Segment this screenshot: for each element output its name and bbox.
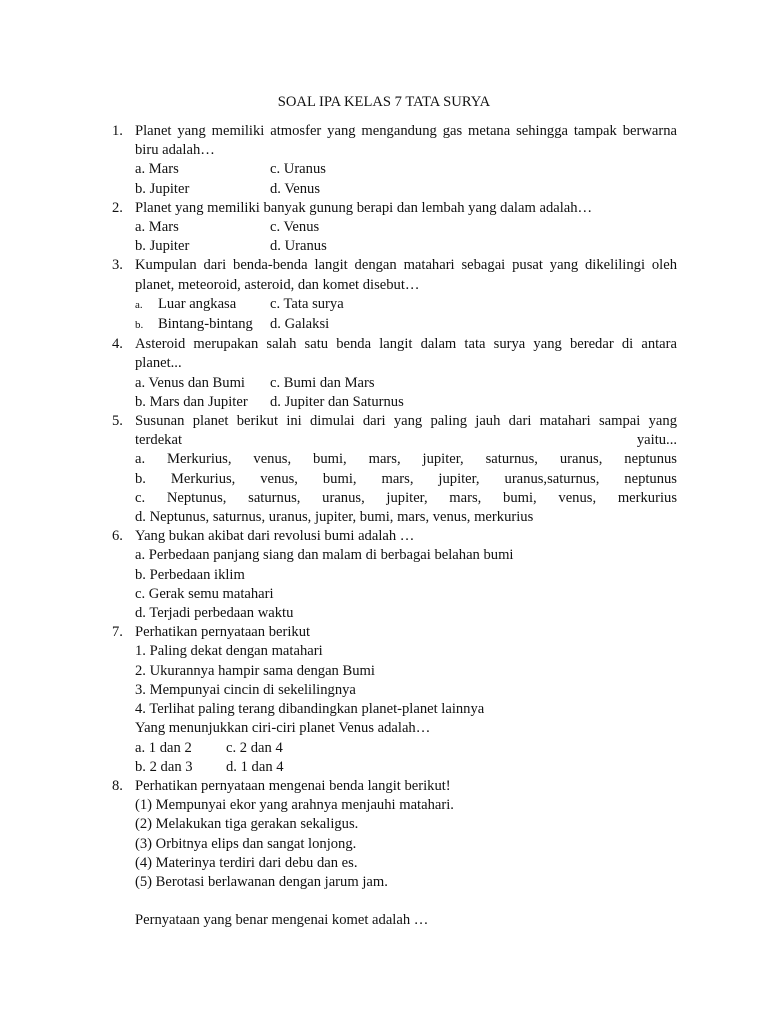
option-c: c. Venus: [270, 219, 320, 236]
question-number: 3.: [112, 257, 123, 274]
statement-2: (2) Melakukan tiga gerakan sekaligus.: [135, 816, 359, 833]
option-d: d. Terjadi perbedaan waktu: [135, 605, 294, 622]
question-number: 6.: [112, 528, 123, 545]
option-c: c. Gerak semu matahari: [135, 585, 274, 602]
option-a: a. Venus dan Bumi: [135, 374, 245, 391]
statement-3: 3. Mempunyai cincin di sekelilingnya: [135, 681, 356, 698]
statement-2: 2. Ukurannya hampir sama dengan Bumi: [135, 662, 375, 679]
option-c: c. Tata surya: [270, 295, 344, 312]
option-b: b. 2 dan 3: [135, 758, 193, 775]
option-b: b. Jupiter: [135, 180, 190, 197]
question-text-cont: biru adalah…: [135, 142, 215, 159]
statement-1: (1) Mempunyai ekor yang arahnya menjauhi matahari.: [135, 797, 454, 814]
option-c: c. Uranus: [270, 161, 326, 178]
option-d: d. Jupiter dan Saturnus: [270, 393, 404, 410]
option-d: d. Uranus: [270, 238, 327, 255]
option-a: a. Merkurius, venus, bumi, mars, jupiter, saturnus, uranus, neptunus: [135, 451, 677, 468]
question-text: Susunan planet berikut ini dimulai dari yang paling jauh dari matahari sampai yang: [135, 413, 677, 430]
question-number: 8.: [112, 777, 123, 794]
statement-5: (5) Berotasi berlawanan dengan jarum jam.: [135, 873, 388, 890]
question-2: [112, 199, 677, 257]
option-b: b. Merkurius, venus, bumi, mars, jupiter, uranus,saturnus, neptunus: [135, 470, 677, 487]
option-b-marker: b.: [135, 319, 144, 332]
question-text-cont: planet...: [135, 355, 182, 372]
statement-4: 4. Terlihat paling terang dibandingkan planet-planet lainnya: [135, 701, 485, 718]
option-a: Luar angkasa: [158, 295, 237, 312]
question-5: [112, 412, 677, 527]
statement-4: (4) Materinya terdiri dari debu dan es.: [135, 854, 358, 871]
statement-1: 1. Paling dekat dengan matahari: [135, 643, 323, 660]
question-6: [112, 527, 677, 623]
question-text-cont: terdekat yaitu...: [135, 432, 677, 449]
question-text: Perhatikan pernyataan mengenai benda langit berikut!: [135, 777, 451, 794]
question-text: Yang bukan akibat dari revolusi bumi adalah …: [135, 528, 415, 545]
question-text: Kumpulan dari benda-benda langit dengan matahari sebagai pusat yang dikelilingi oleh: [135, 257, 677, 274]
option-d: d. Venus: [270, 180, 321, 197]
option-b: b. Jupiter: [135, 238, 190, 255]
option-c: c. 2 dan 4: [226, 739, 283, 756]
question-prompt: Pernyataan yang benar mengenai komet adalah …: [135, 912, 429, 929]
option-d: d. 1 dan 4: [226, 758, 284, 775]
option-b: Bintang-bintang: [158, 316, 253, 333]
question-text-cont: planet, meteoroid, asteroid, dan komet disebut…: [135, 276, 420, 293]
question-number: 7.: [112, 624, 123, 641]
question-list: [112, 122, 677, 931]
question-number: 1.: [112, 123, 123, 139]
question-4: [112, 335, 677, 412]
question-text: Planet yang memiliki atmosfer yang mengandung gas metana sehingga tampak berwarna: [135, 123, 677, 139]
question-1: [112, 122, 677, 199]
question-8: [112, 777, 677, 931]
question-number: 2.: [112, 199, 123, 216]
question-prompt: Yang menunjukkan ciri-ciri planet Venus adalah…: [135, 720, 431, 737]
question-text: Asteroid merupakan salah satu benda langit dalam tata surya yang beredar di antara: [135, 336, 677, 353]
option-b: b. Perbedaan iklim: [135, 566, 245, 583]
document-title: SOAL IPA KELAS 7 TATA SURYA: [277, 94, 491, 110]
question-number: 4.: [112, 336, 123, 353]
statement-3: (3) Orbitnya elips dan sangat lonjong.: [135, 835, 357, 852]
option-d: d. Neptunus, saturnus, uranus, jupiter, bumi, mars, venus, merkurius: [135, 509, 534, 526]
option-a: a. Mars: [135, 219, 179, 236]
question-text: Planet yang memiliki banyak gunung berapi dan lembah yang dalam adalah…: [135, 199, 593, 216]
question-7: [112, 623, 677, 777]
option-a-marker: a.: [135, 298, 143, 311]
question-number: 5.: [112, 413, 123, 430]
option-a: a. 1 dan 2: [135, 739, 192, 756]
question-text: Perhatikan pernyataan berikut: [135, 624, 311, 641]
option-a: a. Perbedaan panjang siang dan malam di berbagai belahan bumi: [135, 547, 514, 564]
option-d: d. Galaksi: [270, 316, 330, 333]
option-c: c. Bumi dan Mars: [270, 374, 375, 391]
option-b: b. Mars dan Jupiter: [135, 393, 248, 410]
question-3: [112, 256, 677, 335]
option-a: a. Mars: [135, 161, 179, 178]
option-c: c. Neptunus, saturnus, uranus, jupiter, mars, bumi, venus, merkurius: [135, 489, 677, 506]
